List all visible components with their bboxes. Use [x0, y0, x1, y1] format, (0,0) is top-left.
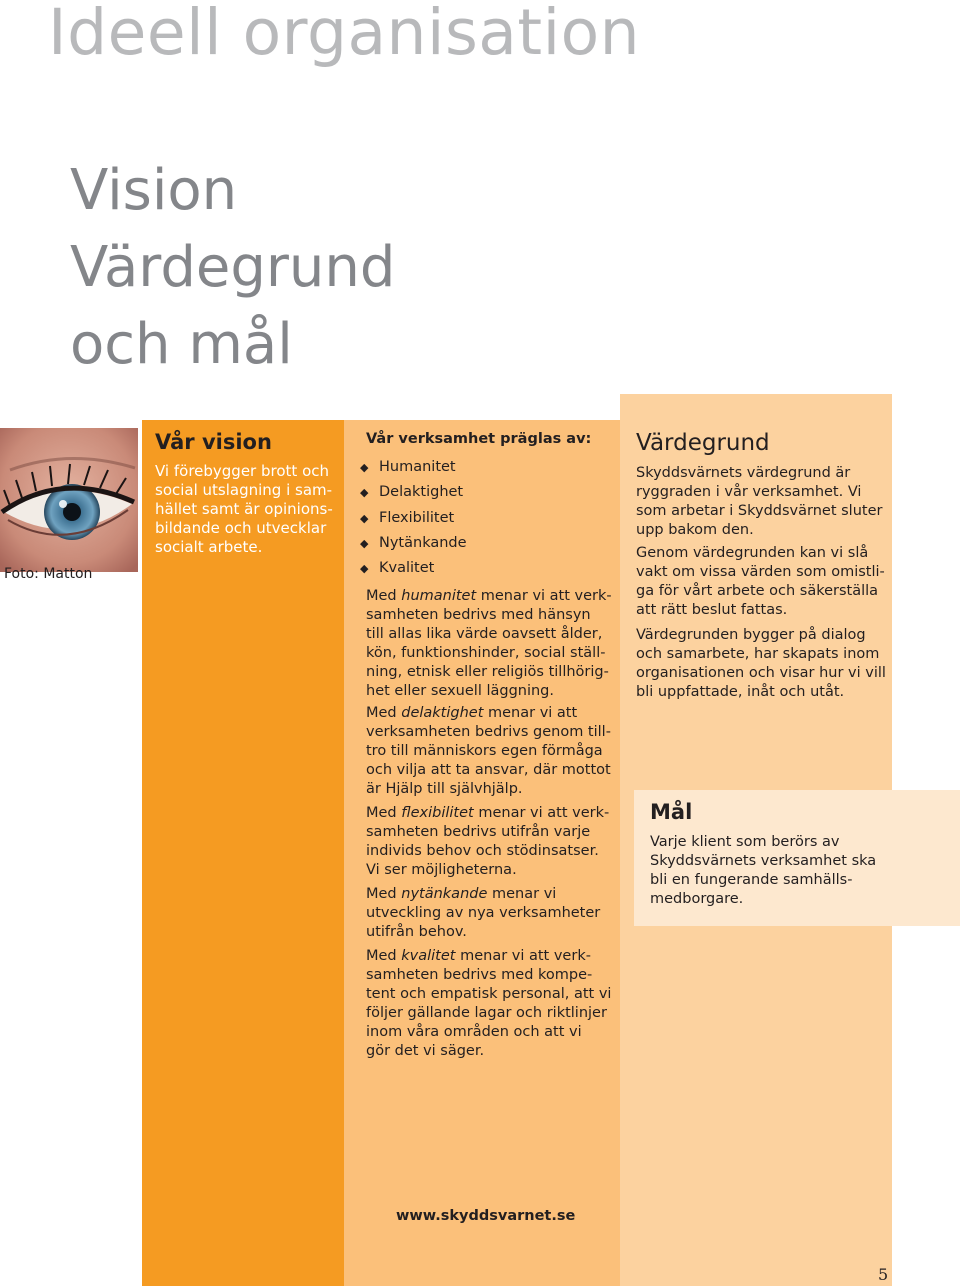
vision-heading: Vår vision — [155, 430, 272, 454]
subtitle-line: Vision — [70, 158, 238, 223]
values-list-item: ◆ Delaktighet — [360, 482, 467, 507]
eye-photo — [0, 428, 138, 572]
page-subtitle — [70, 152, 395, 383]
value-paragraph-kvalitet: Med kvalitet menar vi att verk- samheten bedrivs med kompe- tent och empatisk personal, att vi följer gällande lagar och riktlinjer inom våra områden och att vi gör det vi säger. — [366, 948, 612, 1060]
values-list — [360, 457, 467, 583]
vision-line: hället samt är opinions- — [155, 500, 333, 518]
vardegrund-paragraph: Skyddsvärnets värdegrund är ryggraden i vår verksamhet. Vi som arbetar i Skyddsvärnet sluter upp bakom den. — [636, 465, 883, 539]
vardegrund-paragraph: Genom värdegrunden kan vi slå vakt om vissa värden som omistli- ga för vårt arbete och säkerställa att rätt beslut fattas. — [636, 545, 885, 619]
values-list-item: ◆ Flexibilitet — [360, 508, 467, 533]
diamond-bullet-icon: ◆ — [360, 562, 369, 576]
diamond-bullet-icon: ◆ — [360, 536, 369, 550]
subtitle-line: Värdegrund — [70, 235, 396, 300]
diamond-bullet-icon: ◆ — [360, 486, 369, 500]
diamond-bullet-icon: ◆ — [360, 461, 369, 474]
vision-text — [155, 462, 340, 557]
subtitle-line: och mål — [70, 312, 293, 377]
page-title: Ideell organisation — [48, 0, 641, 69]
page-number: 5 — [878, 1265, 889, 1284]
mal-heading: Mål — [650, 800, 693, 824]
values-list-item: ◆ Humanitet — [360, 457, 467, 482]
values-heading: Vår verksamhet präglas av: — [366, 431, 592, 447]
vision-line: Vi förebygger brott och — [155, 462, 329, 480]
photo-credit: Foto: Matton — [4, 566, 93, 582]
value-paragraph-humanitet: Med humanitet menar vi att verk- samheten bedrivs med hänsyn till allas lika värde oavsett ålder, kön, funktionshinder, social ställ- ning, etnisk eller religiös tillhörig- het eller sexuell läggning. — [366, 588, 612, 700]
diamond-bullet-icon: ◆ — [360, 511, 369, 525]
values-list-item: ◆ Nytänkande — [360, 533, 467, 558]
value-paragraph-nytankande: Med nytänkande menar vi utveckling av nya verksamheter utifrån behov. — [366, 886, 601, 941]
website-url: www.skyddsvarnet.se — [396, 1208, 576, 1224]
mal-text: Varje klient som berörs av Skyddsvärnets verksamhet ska bli en fungerande samhälls- medborgare. — [650, 834, 877, 908]
vardegrund-heading: Värdegrund — [636, 430, 770, 456]
vardegrund-paragraph: Värdegrunden bygger på dialog och samarbete, har skapats inom organisationen och visar hur vi vill bli uppfattade, inåt och utåt. — [636, 627, 886, 701]
vision-line: social utslagning i sam- — [155, 481, 333, 499]
values-list-item: ◆ Kvalitet — [360, 558, 467, 583]
vision-line: bildande och utvecklar — [155, 519, 327, 537]
value-paragraph-delaktighet: Med delaktighet menar vi att verksamheten bedrivs genom till- tro till människors egen förmåga och vilja att ta ansvar, där mottot är Hjälp till självhjälp. — [366, 705, 611, 798]
vision-line: socialt arbete. — [155, 538, 263, 556]
value-paragraph-flexibilitet: Med flexibilitet menar vi att verk- samheten bedrivs utifrån varje individs behov och stödinsatser. Vi ser möjligheterna. — [366, 805, 610, 879]
